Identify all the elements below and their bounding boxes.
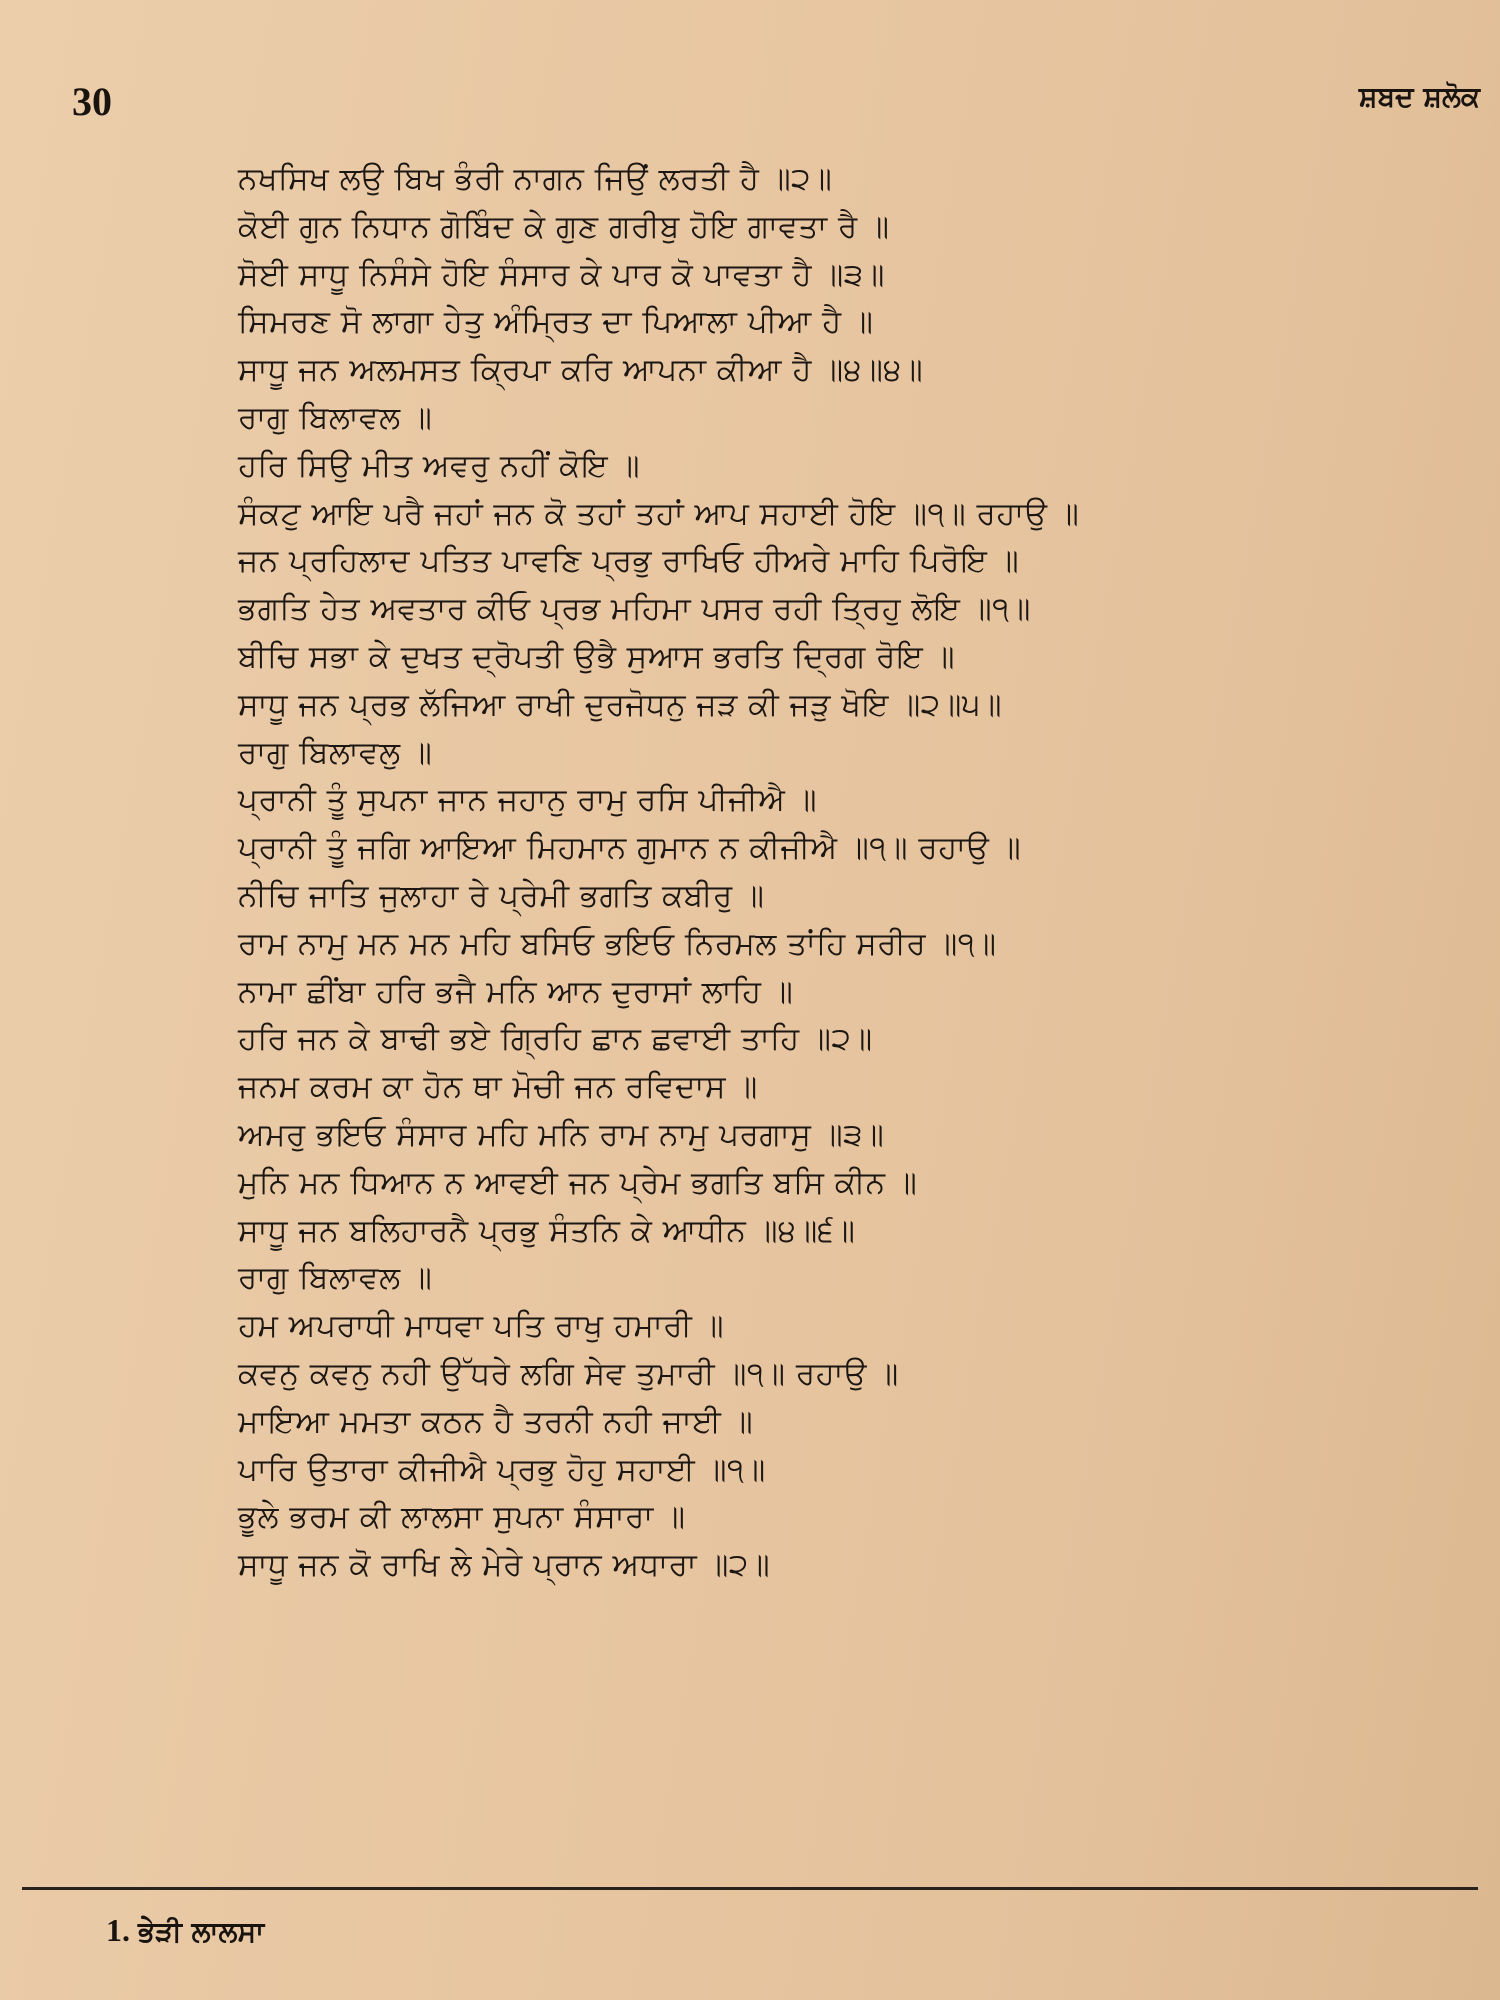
raag-heading: ਰਾਗੁ ਬਿਲਾਵਲ ॥	[238, 399, 433, 436]
footnote-text: ਭੇੜੀ ਲਾਲਸਾ	[138, 1915, 265, 1948]
verse-line: ਨੀਚਿ ਜਾਤਿ ਜੁਲਾਹਾ ਰੇ ਪ੍ਰੇਮੀ ਭਗਤਿ ਕਬੀਰੁ ॥	[238, 877, 765, 914]
verse-line: ਬੀਚਿ ਸਭਾ ਕੇ ਦੁਖਤ ਦ੍ਰੋਪਤੀ ਉਭੈ ਸੁਆਸ ਭਰਤਿ ਦ੍ਰਿਗ ਰੋਇ ॥	[238, 638, 956, 675]
verse-line: ਸਾਧੂ ਜਨ ਕੋ ਰਾਖਿ ਲੇ ਮੇਰੇ ਪ੍ਰਾਨ ਅਧਾਰਾ ॥੨॥	[238, 1547, 771, 1584]
verse-line: ਹਮ ਅਪਰਾਧੀ ਮਾਧਵਾ ਪਤਿ ਰਾਖੁ ਹਮਾਰੀ ॥	[238, 1308, 725, 1345]
verse-text	[238, 156, 1458, 1590]
verse-line: ਜਨਮ ਕਰਮ ਕਾ ਹੋਨ ਥਾ ਮੋਚੀ ਜਨ ਰਵਿਦਾਸ ॥	[238, 1069, 758, 1106]
verse-line: ਸੰਕਟੁ ਆਇ ਪਰੈ ਜਹਾਂ ਜਨ ਕੋ ਤਹਾਂ ਤਹਾਂ ਆਪ ਸਹਾਈ ਹੋਇ ॥੧॥ ਰਹਾਉ ॥	[238, 495, 1080, 532]
verse-line: ਸਿਮਰਣ ਸੋ ਲਾਗਾ ਹੇਤੁ ਅੰਮ੍ਰਿਤ ਦਾ ਪਿਆਲਾ ਪੀਆ ਹੈ ॥	[238, 304, 874, 341]
verse-line: ਸਾਧੂ ਜਨ ਬਲਿਹਾਰਨੈ ਪ੍ਰਭੁ ਸੰਤਨਿ ਕੇ ਆਧੀਨ ॥੪॥੬॥	[238, 1212, 856, 1249]
verse-line: ਮਾਇਆ ਮਮਤਾ ਕਠਨ ਹੈ ਤਰਨੀ ਨਹੀ ਜਾਈ ॥	[238, 1403, 754, 1440]
verse-line: ਜਨ ਪ੍ਰਹਿਲਾਦ ਪਤਿਤ ਪਾਵਣਿ ਪ੍ਰਭੁ ਰਾਖਿਓ ਹੀਅਰੇ ਮਾਹਿ ਪਿਰੋਇ ॥	[238, 543, 1020, 580]
verse-line: ਰਾਮ ਨਾਮੁ ਮਨ ਮਨ ਮਹਿ ਬਸਿਓ ਭਇਓ ਨਿਰਮਲ ਤਾਂਹਿ ਸਰੀਰ ॥੧॥	[238, 925, 997, 962]
verse-line: ਨਾਮਾ ਛੀਂਬਾ ਹਰਿ ਭਜੈ ਮਨਿ ਆਨ ਦੁਰਾਸਾਂ ਲਾਹਿ ॥	[238, 973, 794, 1010]
verse-line: ਸਾਧੂ ਜਨ ਪ੍ਰਭ ਲੱਜਿਆ ਰਾਖੀ ਦੁਰਜੋਧਨੁ ਜੜ ਕੀ ਜੜੁ ਖੋਇ ॥੨॥੫॥	[238, 686, 1003, 723]
running-head: ਸ਼ਬਦ ਸ਼ਲੋਕ	[1358, 80, 1480, 113]
footnote	[106, 1912, 264, 1949]
verse-line: ਨਖਸਿਖ ਲਉ ਬਿਖ ਭੰਰੀ ਨਾਗਨ ਜਿਉਂ ਲਰਤੀ ਹੈ ॥੨॥	[238, 161, 833, 197]
raag-heading: ਰਾਗੁ ਬਿਲਾਵਲੁ ॥	[238, 734, 433, 771]
raag-heading: ਰਾਗੁ ਬਿਲਾਵਲ ॥	[238, 1260, 433, 1297]
verse-line: ਮੁਨਿ ਮਨ ਧਿਆਨ ਨ ਆਵਈ ਜਨ ਪ੍ਰੇਮ ਭਗਤਿ ਬਸਿ ਕੀਨ ॥	[238, 1164, 918, 1201]
verse-line: ਹਰਿ ਜਨ ਕੇ ਬਾਢੀ ਭਏ ਗ੍ਰਿਹਿ ਛਾਨ ਛਵਾਈ ਤਾਹਿ ॥੨॥	[238, 1021, 873, 1058]
verse-line: ਅਮਰੁ ਭਇਓ ਸੰਸਾਰ ਮਹਿ ਮਨਿ ਰਾਮ ਨਾਮੁ ਪਰਗਾਸੁ ॥੩॥	[238, 1116, 885, 1153]
verse-line: ਕੋਈ ਗੁਨ ਨਿਧਾਨ ਗੋਬਿੰਦ ਕੇ ਗੁਣ ਗਰੀਬੁ ਹੋਇ ਗਾਵਤਾ ਰੈ ॥	[238, 208, 890, 245]
verse-line: ਕਵਨੁ ਕਵਨੁ ਨਹੀ ਉੱਧਰੇ ਲਗਿ ਸੇਵ ਤੁਮਾਰੀ ॥੧॥ ਰਹਾਉ ॥	[238, 1355, 899, 1392]
verse-line: ਸਾਧੂ ਜਨ ਅਲਮਸਤ ਕ੍ਰਿਪਾ ਕਰਿ ਆਪਨਾ ਕੀਆ ਹੈ ॥੪॥੪॥	[238, 352, 924, 389]
verse-line: ਪ੍ਰਾਨੀ ਤੂੰ ਜਗਿ ਆਇਆ ਮਿਹਮਾਨ ਗੁਮਾਨ ਨ ਕੀਜੀਐ ॥੧॥ ਰਹਾਉ ॥	[238, 830, 1022, 867]
verse-line: ਭਗਤਿ ਹੇਤ ਅਵਤਾਰ ਕੀਓ ਪ੍ਰਭ ਮਹਿਮਾ ਪਸਰ ਰਹੀ ਤ੍ਰਿਹੁ ਲੋਇ ॥੧॥	[238, 591, 1031, 628]
footnote-divider	[22, 1887, 1478, 1890]
footnote-number: 1.	[106, 1912, 130, 1948]
verse-line: ਹਰਿ ਸਿਉ ਮੀਤ ਅਵਰੁ ਨਹੀਂ ਕੋਇ ॥	[238, 447, 640, 484]
verse-line: ਸੋਈ ਸਾਧੂ ਨਿਸੰਸੇ ਹੋਇ ਸੰਸਾਰ ਕੇ ਪਾਰ ਕੋ ਪਾਵਤਾ ਹੈ ॥੩॥	[238, 256, 885, 293]
verse-line: ਪਾਰਿ ਉਤਾਰਾ ਕੀਜੀਐ ਪ੍ਰਭੁ ਹੋਹੁ ਸਹਾਈ ॥੧॥	[238, 1451, 766, 1488]
verse-line: ਪ੍ਰਾਨੀ ਤੂੰ ਸੁਪਨਾ ਜਾਨ ਜਹਾਨੁ ਰਾਮੁ ਰਸਿ ਪੀਜੀਐ ॥	[238, 782, 818, 819]
page-number: 30	[72, 79, 112, 124]
verse-line: ਭੂਲੇ ਭਰਮ ਕੀ ਲਾਲਸਾ ਸੁਪਨਾ ਸੰਸਾਰਾ ॥	[238, 1499, 686, 1536]
